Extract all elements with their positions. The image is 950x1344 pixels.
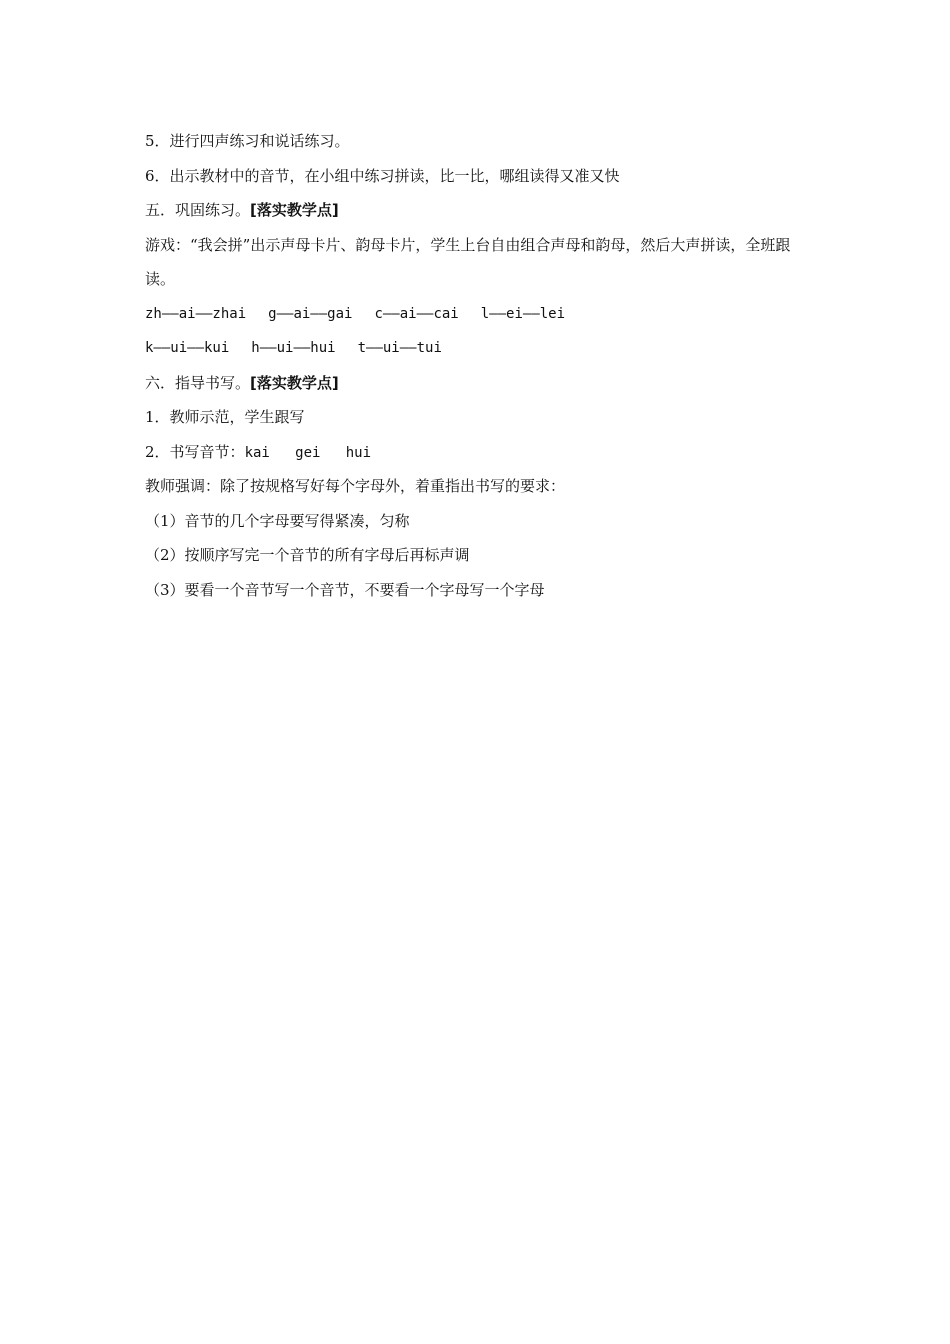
pinyin-item: k——ui——kui [145, 340, 230, 356]
section-5-tag: [落实教学点] [250, 201, 339, 219]
requirement-3: （3）要看一个音节写一个音节，不要看一个字母写一个字母 [145, 580, 545, 599]
pinyin-item: t——ui——tui [357, 340, 442, 356]
document-body [145, 124, 815, 607]
step-6-number: 6． [145, 166, 170, 185]
teacher-emphasis: 教师强调：除了按规格写好每个字母外，着重指出书写的要求： [145, 477, 566, 495]
step-6-line [145, 159, 815, 194]
step-5-line [145, 124, 815, 159]
pinyin-item: c——ai——cai [374, 305, 459, 322]
section-5-heading [145, 193, 815, 228]
writing-step-2-text: 书写音节： [169, 442, 245, 461]
writing-step-2-number: 2． [145, 442, 170, 461]
step-5-text: 进行四声练习和说话练习。 [169, 132, 350, 150]
pinyin-item: l——ei——lei [480, 305, 566, 322]
pinyin-row-1 [145, 297, 815, 332]
step-5-number: 5． [145, 132, 170, 150]
section-6-title: 六．指导书写。 [145, 373, 251, 392]
section-5-title: 五．巩固练习。 [145, 201, 251, 219]
pinyin-row-2 [145, 331, 815, 366]
pinyin-item: zh——ai——zhai [145, 305, 247, 322]
section-6-tag: [落实教学点] [250, 373, 339, 392]
writing-step-1 [145, 400, 815, 435]
pinyin-item: g——ai——gai [268, 305, 353, 322]
writing-step-1-text: 教师示范，学生跟写 [169, 408, 305, 426]
writing-step-2-syllables: kai gei hui [244, 444, 371, 461]
section-6-heading [145, 366, 815, 401]
writing-step-1-number: 1． [145, 408, 170, 426]
game-paragraph: 游戏：“我会拼”出示声母卡片、韵母卡片，学生上台自由组合声母和韵母，然后大声拼读，全班跟读。 [145, 235, 791, 288]
requirement-2: （2）按顺序写完一个音节的所有字母后再标声调 [145, 546, 470, 564]
pinyin-item: h——ui——hui [251, 340, 336, 356]
requirement-1: （1）音节的几个字母要写得紧凑，匀称 [145, 511, 410, 530]
step-6-text: 出示教材中的音节，在小组中练习拼读，比一比，哪组读得又准又快 [169, 166, 620, 185]
writing-step-2 [145, 435, 815, 470]
